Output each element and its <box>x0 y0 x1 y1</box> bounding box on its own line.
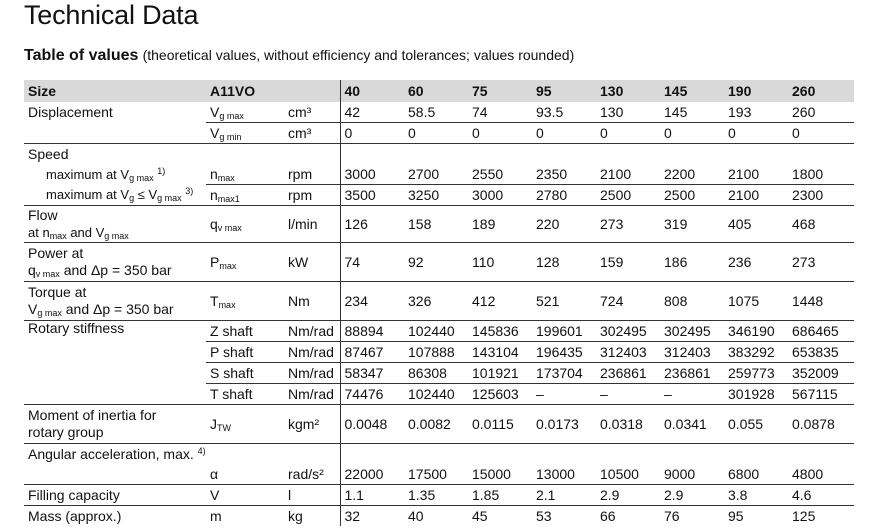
value-cell: 1.85 <box>468 485 532 506</box>
value-cell: 0 <box>532 123 596 144</box>
value-cell: 0 <box>468 123 532 144</box>
symbol-p-max: $P_{max}$ <box>206 243 284 282</box>
technical-data-table <box>24 80 854 526</box>
value-cell: – <box>596 384 660 405</box>
value-cell: 302495 <box>660 321 724 342</box>
value-cell: 17500 <box>408 465 447 482</box>
value-cell: 236861 <box>660 363 724 384</box>
row-flow <box>24 206 854 243</box>
symbol-vg-min: $V_{g min}$ <box>206 123 284 144</box>
value-cell: 2780 <box>532 185 596 206</box>
symbol-vg-max: $V_{g max}$ <box>210 103 244 121</box>
value-cell: 4.6 <box>788 485 854 506</box>
value-cell: 2550 <box>472 165 504 182</box>
value-cell: 236861 <box>596 363 660 384</box>
value-cell: 10500 <box>600 465 639 482</box>
value-cell: 2100 <box>600 165 632 182</box>
value-cell: 189 <box>468 206 532 243</box>
value-cell: 6800 <box>728 465 760 482</box>
row-filling <box>24 485 854 506</box>
row-speed-label <box>24 144 854 165</box>
unit-cell: Nm/rad <box>284 363 340 384</box>
value-cell: 259773 <box>724 363 788 384</box>
value-cell: 2.9 <box>596 485 660 506</box>
label-speed-max1: maximum at $V_g \le V_{g max}$ $^{3)}$ <box>46 186 194 204</box>
unit-cell: rpm <box>284 185 340 206</box>
label-flow: Flow at $n_{max}$ and $V_{g max}$ <box>24 206 206 243</box>
value-cell: 145 <box>664 103 688 120</box>
label-mass: Mass (approx.) <box>24 506 206 527</box>
unit-cell: kW <box>284 243 340 282</box>
value-cell: 145836 <box>468 321 532 342</box>
value-cell: 1.35 <box>404 485 468 506</box>
value-cell: 76 <box>660 506 724 527</box>
size-cell: 130 <box>596 80 660 102</box>
value-cell: 2.1 <box>532 485 596 506</box>
unit-cell: Nm/rad <box>284 384 340 405</box>
value-cell: 0.0115 <box>468 405 532 444</box>
value-cell: 74476 <box>340 384 404 405</box>
value-cell: 0 <box>404 123 468 144</box>
page-title: Technical Data <box>24 0 199 30</box>
value-cell: 346190 <box>724 321 788 342</box>
unit-cell: rad/s² <box>288 465 324 482</box>
value-cell: 199601 <box>532 321 596 342</box>
value-cell: 1800 <box>792 165 824 182</box>
value-cell: 2.9 <box>660 485 724 506</box>
value-cell: 4800 <box>792 465 824 482</box>
value-cell: 312403 <box>596 342 660 363</box>
value-cell: 3000 <box>468 185 532 206</box>
unit-cell: kg <box>284 506 340 527</box>
value-cell: 236 <box>724 243 788 282</box>
size-cell: 60 <box>404 80 468 102</box>
header-size: Size <box>24 80 206 102</box>
size-cell: 190 <box>724 80 788 102</box>
value-cell: 186 <box>660 243 724 282</box>
value-cell: 0 <box>724 123 788 144</box>
size-cell: 95 <box>532 80 596 102</box>
value-cell: 0.0048 <box>340 405 404 444</box>
value-cell: 260 <box>792 103 816 120</box>
value-cell: 40 <box>404 506 468 527</box>
value-cell: 74 <box>472 103 488 120</box>
unit-cell: kgm² <box>284 405 340 444</box>
symbol-p-shaft: P shaft <box>206 342 284 363</box>
label-rotary-stiffness: Rotary stiffness <box>24 321 206 342</box>
symbol-n-max1: $n_{max1}$ <box>206 185 284 206</box>
value-cell: 273 <box>788 243 854 282</box>
value-cell: 686465 <box>788 321 854 342</box>
unit-cell: l <box>284 485 340 506</box>
value-cell: 383292 <box>724 342 788 363</box>
label-displacement: Displacement <box>28 103 113 120</box>
value-cell: 3.8 <box>724 485 788 506</box>
value-cell: 13000 <box>536 465 575 482</box>
row-power <box>24 243 854 282</box>
size-cell: 40 <box>340 80 404 102</box>
value-cell: 0 <box>788 123 854 144</box>
label-speed-max: maximum at $V_{g max}$ $^{1)}$ <box>46 165 166 183</box>
unit-cell: cm³ <box>284 123 340 144</box>
label-torque: Torque at $V_{g max}$ and Δp = 350 bar <box>24 282 206 321</box>
row-torque <box>24 282 854 321</box>
value-cell: 220 <box>532 206 596 243</box>
value-cell: 87467 <box>340 342 404 363</box>
subtitle-bold: Table of values <box>24 47 139 64</box>
label-speed: Speed <box>24 144 206 165</box>
value-cell: 0.0341 <box>660 405 724 444</box>
row-vg-min <box>24 123 854 144</box>
value-cell: 74 <box>340 243 404 282</box>
value-cell: 66 <box>596 506 660 527</box>
value-cell: 110 <box>468 243 532 282</box>
value-cell: 3250 <box>404 185 468 206</box>
value-cell: 0.0082 <box>404 405 468 444</box>
value-cell: 808 <box>660 282 724 321</box>
value-cell: 3000 <box>340 164 404 185</box>
unit-cell: cm³ <box>288 103 312 120</box>
value-cell: – <box>660 384 724 405</box>
symbol-z-shaft: Z shaft <box>206 321 284 342</box>
value-cell: 2300 <box>788 185 854 206</box>
label-inertia: Moment of inertia for rotary group <box>24 405 206 444</box>
value-cell: 58347 <box>340 363 404 384</box>
value-cell: 58.5 <box>408 103 436 120</box>
value-cell: 0.0878 <box>788 405 854 444</box>
value-cell: 125603 <box>468 384 532 405</box>
size-cell: 260 <box>788 80 854 102</box>
row-z-shaft <box>24 321 854 342</box>
value-cell: 273 <box>596 206 660 243</box>
value-cell: 312403 <box>660 342 724 363</box>
value-cell: 0 <box>340 123 404 144</box>
value-cell: 158 <box>404 206 468 243</box>
value-cell: 193 <box>728 103 752 120</box>
value-cell: 412 <box>468 282 532 321</box>
value-cell: 352009 <box>788 363 854 384</box>
value-cell: 102440 <box>404 384 468 405</box>
value-cell: 125 <box>788 506 854 527</box>
header-row <box>24 80 854 102</box>
row-n-max1 <box>24 185 854 206</box>
value-cell: 2350 <box>536 165 568 182</box>
value-cell: 2100 <box>724 185 788 206</box>
unit-cell: Nm/rad <box>284 342 340 363</box>
symbol-s-shaft: S shaft <box>206 363 284 384</box>
row-angular-label <box>24 444 854 465</box>
value-cell: 1448 <box>788 282 854 321</box>
symbol-n-max: $n_{max}$ <box>210 165 235 183</box>
value-cell: 567115 <box>788 384 854 405</box>
row-angular <box>24 464 854 485</box>
value-cell: 2500 <box>596 185 660 206</box>
value-cell: 2500 <box>660 185 724 206</box>
unit-cell: Nm/rad <box>284 321 340 342</box>
symbol-m: m <box>206 506 284 527</box>
value-cell: 101921 <box>468 363 532 384</box>
value-cell: 86308 <box>404 363 468 384</box>
value-cell: 326 <box>404 282 468 321</box>
value-cell: 102440 <box>404 321 468 342</box>
value-cell: 2200 <box>664 165 696 182</box>
value-cell: 2100 <box>728 165 760 182</box>
value-cell: 0.0173 <box>532 405 596 444</box>
value-cell: 0 <box>660 123 724 144</box>
row-t-shaft <box>24 384 854 405</box>
value-cell: 107888 <box>404 342 468 363</box>
value-cell: 45 <box>468 506 532 527</box>
symbol-t-shaft: T shaft <box>206 384 284 405</box>
label-power: Power at $q_{v max}$ and Δp = 350 bar <box>24 243 206 282</box>
row-inertia <box>24 405 854 444</box>
value-cell: 302495 <box>596 321 660 342</box>
value-cell: 724 <box>596 282 660 321</box>
subtitle-rest: (theoretical values, without efficiency and tolerances; values rounded) <box>142 47 575 63</box>
value-cell: 93.5 <box>536 103 564 120</box>
value-cell: 22000 <box>340 464 404 485</box>
unit-cell: Nm <box>284 282 340 321</box>
row-vg-max <box>24 102 854 123</box>
value-cell: – <box>532 384 596 405</box>
value-cell: 301928 <box>724 384 788 405</box>
value-cell: 234 <box>340 282 404 321</box>
value-cell: 130 <box>600 103 624 120</box>
value-cell: 126 <box>340 206 404 243</box>
table-subtitle <box>24 47 574 65</box>
value-cell: 92 <box>404 243 468 282</box>
symbol-v: V <box>206 485 284 506</box>
value-cell: 2700 <box>408 165 440 182</box>
symbol-t-max: $T_{max}$ <box>206 282 284 321</box>
value-cell: 173704 <box>532 363 596 384</box>
value-cell: 521 <box>532 282 596 321</box>
size-cell: 75 <box>468 80 532 102</box>
value-cell: 468 <box>788 206 854 243</box>
value-cell: 653835 <box>788 342 854 363</box>
value-cell: 196435 <box>532 342 596 363</box>
value-cell: 15000 <box>472 465 511 482</box>
value-cell: 32 <box>340 506 404 527</box>
symbol-jtw: $J_{TW}$ <box>206 405 284 444</box>
value-cell: 9000 <box>664 465 696 482</box>
value-cell: 128 <box>532 243 596 282</box>
symbol-alpha: α <box>210 465 219 482</box>
value-cell: 0 <box>596 123 660 144</box>
row-mass <box>24 506 854 527</box>
value-cell: 405 <box>724 206 788 243</box>
value-cell: 88894 <box>340 321 404 342</box>
value-cell: 0.055 <box>724 405 788 444</box>
value-cell: 1.1 <box>340 485 404 506</box>
row-p-shaft <box>24 342 854 363</box>
row-s-shaft <box>24 363 854 384</box>
value-cell: 319 <box>660 206 724 243</box>
value-cell: 42 <box>340 102 404 123</box>
header-model: A11VO <box>206 80 284 102</box>
label-angular: Angular acceleration, max. $^{4)}$ <box>24 444 206 465</box>
size-cell: 145 <box>660 80 724 102</box>
row-n-max <box>24 164 854 185</box>
value-cell: 1075 <box>724 282 788 321</box>
value-cell: 3500 <box>340 185 404 206</box>
value-cell: 0.0318 <box>596 405 660 444</box>
value-cell: 53 <box>532 506 596 527</box>
value-cell: 95 <box>724 506 788 527</box>
unit-cell: l/min <box>284 206 340 243</box>
label-filling: Filling capacity <box>24 485 206 506</box>
unit-cell: rpm <box>288 165 313 182</box>
value-cell: 143104 <box>468 342 532 363</box>
value-cell: 159 <box>596 243 660 282</box>
symbol-qv-max: $q_{v max}$ <box>206 206 284 243</box>
